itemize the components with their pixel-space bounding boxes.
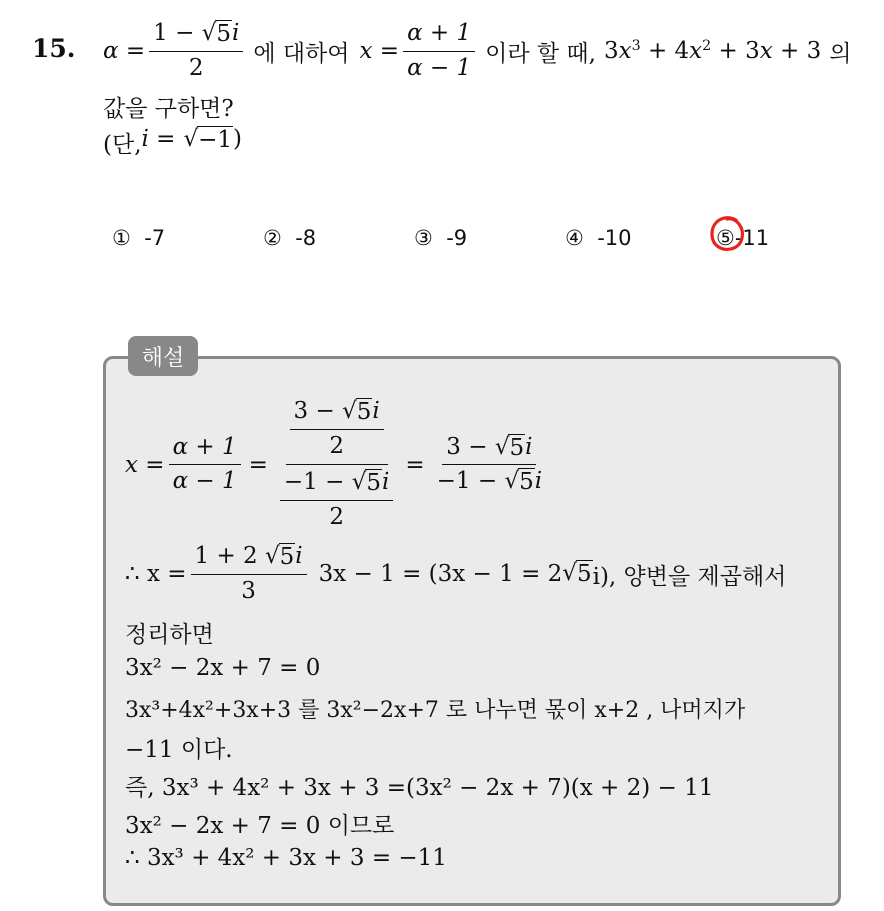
solution-line-9: ∴ 3x³ + 4x² + 3x + 3 = −11 xyxy=(125,845,447,871)
solution-line-1: x = $\frac{\alpha + 1}{\alpha - 1}$ = 3 − √ 5 i 2 −1 − √ 5 i 2 = 3 − √ 5 i −1 − √ 5 i xyxy=(125,398,543,530)
x-definition: x = xyxy=(359,38,400,65)
solution-line-7: 즉, 3x³ + 4x² + 3x + 3 =(3x² − 2x + 7)(x + 2) − 11 xyxy=(125,775,714,801)
question-number: 15. xyxy=(32,34,76,63)
connector-irahalttae: 이라 할 때, xyxy=(485,40,596,67)
x-fraction: $\frac{\alpha + 1}{\alpha - 1}$ xyxy=(403,20,475,82)
connector-ui: 의 xyxy=(829,40,852,67)
solution-line-5: 3x³+4x²+3x+3 를 3x²−2x+7 로 나누면 몫이 x+2 , 나머지가 xyxy=(125,698,746,723)
choice-2[interactable]: ② -8 xyxy=(263,226,317,250)
target-expression: $3x^3 + 4x^2 + 3x + 3$ xyxy=(603,38,822,65)
choice-3[interactable]: ③ -9 xyxy=(414,226,468,250)
connector-daehayeo: 에 대하여 xyxy=(253,40,350,67)
solution-line-8: 3x² − 2x + 7 = 0 이므로 xyxy=(125,813,395,839)
choice-4[interactable]: ④ -10 xyxy=(565,226,632,250)
choice-5[interactable]: ⑤-11 xyxy=(716,226,770,250)
question-line-2: 값을 구하면? xyxy=(103,96,234,122)
solution-badge: 해설 xyxy=(128,336,198,376)
alpha-fraction: 1 − √ 5 i 2 xyxy=(149,20,243,82)
answer-circle-mark xyxy=(708,214,748,254)
solution-line-4: 3x² − 2x + 7 = 0 xyxy=(125,655,321,681)
alpha-definition: α = xyxy=(103,38,146,65)
solution-line-2: ∴ x = 1 + 2 √ 5 i 3 3x − 1 = (3x − 1 = 2 √ 5 i), 양변을 제곱해서 xyxy=(125,543,787,604)
question-condition: (단, i = √ −1 ) xyxy=(103,126,243,158)
solution-line-6: −11 이다. xyxy=(125,737,233,763)
solution-line-3: 정리하면 xyxy=(125,622,214,648)
choice-1[interactable]: ① -7 xyxy=(112,226,166,250)
question-line-1 xyxy=(103,20,852,82)
compound-fraction: 3 − √ 5 i 2 −1 − √ 5 i 2 xyxy=(276,398,397,531)
